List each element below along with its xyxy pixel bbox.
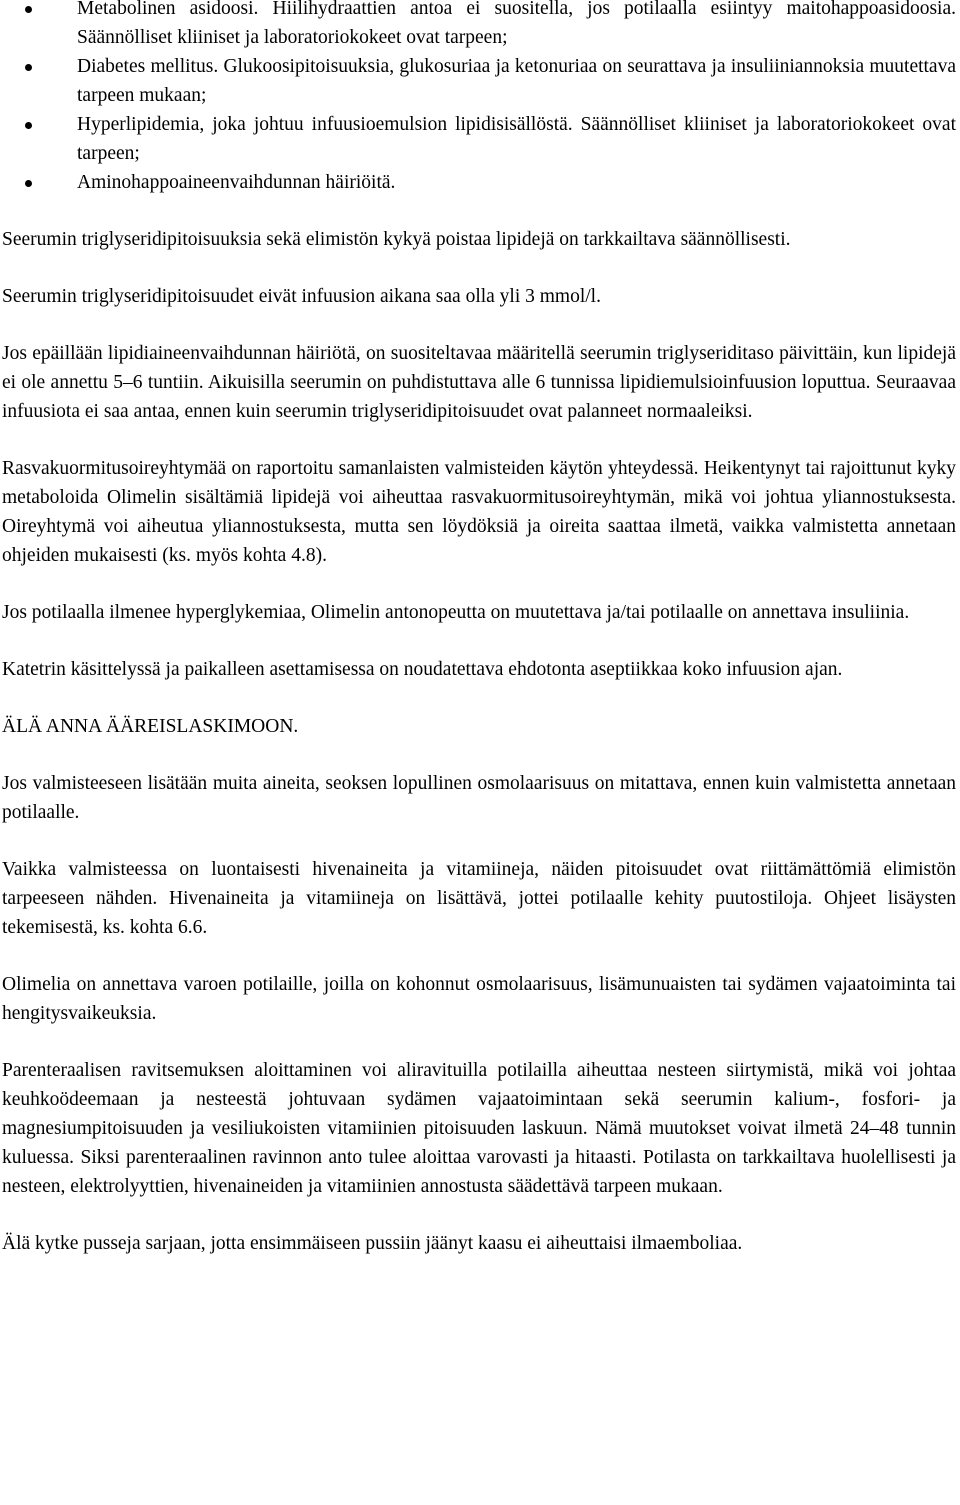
list-item-text: Aminohappoaineenvaihdunnan häiriöitä. xyxy=(77,172,396,193)
bullet-icon xyxy=(25,6,32,13)
paragraph: Seerumin triglyseridipitoisuuksia sekä elimistön kykyä poistaa lipidejä on tarkkailtava säännöllisesti. xyxy=(2,229,791,250)
list-item xyxy=(2,0,956,52)
paragraph: Jos valmisteeseen lisätään muita aineita, seoksen lopullinen osmolaarisuus on mitattava, ennen kuin valmistetta annetaan potilaalle. xyxy=(2,773,956,823)
paragraph: Parenteraalisen ravitsemuksen aloittaminen voi aliravituilla potilailla aiheuttaa nesteen siirtymistä, mikä voi johtaa keuhkoödeemaan ja nesteestä johtuvaan sydämen vajaatoimintaan sekä seerumin kalium-, fosfori- ja magnesiumpitoisuuden ja vesiliukoisten vitamiinien pitoisuuden laskuun. Nämä muutokset voivat ilmetä 24–48 tunnin kuluessa. Siksi parenteraalinen ravinnon anto tulee aloittaa varovasti ja hitaasti. Potilasta on tarkkailtava huolellisesti ja nesteen, elektrolyyttien, hivenaineiden ja vitamiinien annostusta säädettävä tarpeen mukaan. xyxy=(2,1060,956,1197)
list-item-text: Metabolinen asidoosi. Hiilihydraattien antoa ei suositella, jos potilaalla esiintyy maitohappoasidoosia. Säännölliset kliiniset ja laboratoriokokeet ovat tarpeen; xyxy=(77,0,956,48)
paragraph: Vaikka valmisteessa on luontaisesti hivenaineita ja vitamiineja, näiden pitoisuudet ovat riittämättömiä elimistön tarpeeseen nähden. Hivenaineita ja vitamiineja on lisättävä, jottei potilaalle kehity puutostiloja. Ohjeet lisäysten tekemisestä, ks. kohta 6.6. xyxy=(2,859,956,938)
paragraph: Älä kytke pusseja sarjaan, jotta ensimmäiseen pussiin jäänyt kaasu ei aiheuttaisi ilmaemboliaa. xyxy=(2,1233,743,1254)
list-item-text: Hyperlipidemia, joka johtuu infuusioemulsion lipidisisällöstä. Säännölliset kliiniset ja laboratoriokokeet ovat tarpeen; xyxy=(77,114,956,164)
list-item xyxy=(2,52,956,110)
list-item xyxy=(2,168,956,197)
bullet-icon xyxy=(25,122,32,129)
list-item-text: Diabetes mellitus. Glukoosipitoisuuksia, glukosuriaa ja ketonuriaa on seurattava ja insuliiniannoksia muutettava tarpeen mukaan; xyxy=(77,56,956,106)
paragraph: Olimelia on annettava varoen potilaille, joilla on kohonnut osmolaarisuus, lisämunuaisten tai sydämen vajaatoiminta tai hengitysvaikeuksia. xyxy=(2,974,956,1024)
list-item xyxy=(2,110,956,168)
bullet-icon xyxy=(25,180,32,187)
paragraph: Jos potilaalla ilmenee hyperglykemiaa, Olimelin antonopeutta on muutettava ja/tai potilaalle on annettava insuliinia. xyxy=(2,602,910,623)
warning-list xyxy=(2,0,956,197)
warning-heading: ÄLÄ ANNA ÄÄREISLASKIMOON. xyxy=(2,716,299,737)
paragraph: Jos epäillään lipidiaineenvaihdunnan häiriötä, on suositeltavaa määritellä seerumin triglyseriditaso päivittäin, kun lipidejä ei ole annettu 5–6 tuntiin. Aikuisilla seerumin on puhdistuttava alle 6 tunnissa lipidiemulsioinfuusion loputtua. Seuraavaa infuusiota ei saa antaa, ennen kuin seerumin triglyseridipitoisuudet ovat palanneet normaaleiksi. xyxy=(2,343,956,422)
paragraph: Rasvakuormitusoireyhtymää on raportoitu samanlaisten valmisteiden käytön yhteydessä. Heikentynyt tai rajoittunut kyky metaboloida Olimelin sisältämiä lipidejä voi aiheuttaa rasvakuormitusoireyhtymän, mikä voi johtua yliannostuksesta. Oireyhtymä voi aiheutua yliannostuksesta, mutta sen löydöksiä ja oireita saattaa ilmetä, vaikka valmistetta annetaan ohjeiden mukaisesti (ks. myös kohta 4.8). xyxy=(2,458,956,566)
bullet-icon xyxy=(25,64,32,71)
paragraph: Katetrin käsittelyssä ja paikalleen asettamisessa on noudatettava ehdotonta aseptiikkaa koko infuusion ajan. xyxy=(2,659,843,680)
paragraph: Seerumin triglyseridipitoisuudet eivät infuusion aikana saa olla yli 3 mmol/l. xyxy=(2,286,601,307)
